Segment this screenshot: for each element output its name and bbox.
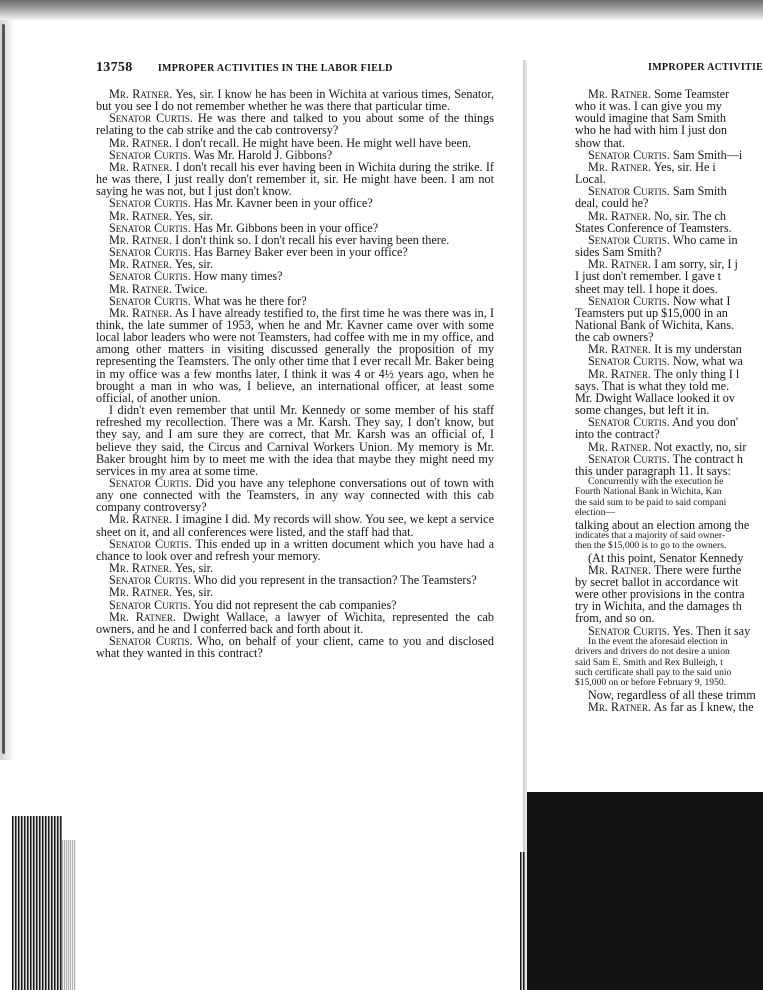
speaker-name: Mr. Ratner. bbox=[588, 439, 652, 454]
speaker-name: Mr. Ratner. bbox=[588, 257, 652, 272]
paragraph-text: Has Barney Baker ever been in your office? bbox=[190, 245, 408, 260]
paragraph-text: Local. bbox=[575, 172, 606, 187]
speaker-name: Senator Curtis. bbox=[109, 536, 192, 551]
paragraph-text: Now what I bbox=[669, 293, 731, 308]
page-stack-edge-middle bbox=[520, 852, 526, 990]
speaker-name: Mr. Ratner. bbox=[588, 88, 652, 101]
scan-top-edge bbox=[0, 0, 763, 20]
speaker-name: Mr. Ratner. bbox=[588, 342, 652, 357]
speaker-name: Mr. Ratner. bbox=[109, 561, 173, 576]
speaker-name: Mr. Ratner. bbox=[109, 305, 173, 320]
paragraph-text: Twice. bbox=[172, 281, 208, 296]
speaker-name: Senator Curtis. bbox=[109, 147, 191, 162]
speaker-name: Senator Curtis. bbox=[109, 634, 193, 649]
paragraph-text: As I have already testified to, the first time he was there was in, I think, the late summer of 1953, when he and Mr. Kavner came over with some local labor leaders who were not Teamsters, had coffee with me in my office, and among other matters in visiting discussed generally the proposition of my representing the Teamsters. The only other time that I ever recall Mr. Baker being in my office was a few months later, I think it was 4 or 4½ years ago, when he brought a man in who was, I believe, an international officer, at least some official, of another union. bbox=[96, 305, 495, 405]
transcript-paragraph bbox=[96, 635, 494, 659]
paragraph-text: deal, could he? bbox=[575, 196, 649, 211]
paragraph-text: He was there and talked to you about some of the things relating to the cab strike and the cab controversy? bbox=[96, 111, 494, 138]
paragraph-text: election— bbox=[575, 507, 615, 519]
paragraph-text: into the contract? bbox=[575, 427, 660, 442]
paragraph-text: I am sorry, sir, I j bbox=[651, 257, 738, 272]
speaker-name: Senator Curtis. bbox=[109, 476, 192, 490]
paragraph-text: Yes, sir. bbox=[172, 208, 214, 223]
paragraph-text: Who came in bbox=[669, 232, 738, 247]
scan-dark-region bbox=[527, 792, 763, 990]
speaker-name: Mr. Ratner. bbox=[109, 87, 173, 101]
paragraph-text: Concurrently with the execution he bbox=[588, 476, 724, 487]
speaker-name: Mr. Ratner. bbox=[109, 232, 173, 247]
page-number: 13758 bbox=[96, 60, 133, 75]
paragraph-text: Now, regardless of all these trimm bbox=[588, 687, 756, 702]
running-title: IMPROPER ACTIVITIES IN THE LABOR FIELD bbox=[157, 63, 393, 74]
running-title-right: IMPROPER ACTIVITIE bbox=[648, 62, 763, 73]
speaker-name: Mr. Ratner. bbox=[109, 281, 173, 296]
paragraph-text: National Bank of Wichita, Kans. bbox=[575, 317, 735, 332]
paragraph-text: States Conference of Teamsters. bbox=[575, 220, 732, 235]
paragraph-text: show that. bbox=[575, 135, 626, 150]
paragraph-text: It is my understan bbox=[651, 342, 742, 357]
paragraph-text: I don't think so. I don't recall his ever having been there. bbox=[172, 232, 450, 247]
transcript-paragraph bbox=[96, 88, 494, 112]
paragraph-text: Yes. Then it say bbox=[669, 623, 751, 638]
paragraph-text: I didn't even remember that until Mr. Kennedy or some member of his staff refreshed my recollection. There was a Mr. Karsh. They say, I don't know, but they say, and I am sure they are correct, that Mr. Karsh was an official of, I believe they said, the Circus and Carnival Workers Union. My memory is Mr. Baker brought him by to meet me with the idea that maybe they might need my services in my area at some time. bbox=[96, 403, 494, 478]
paragraph-text: Yes, sir. I know he has been in Wichita at various times, Senator, but you see I do not remember whether he was there that particular time. bbox=[96, 87, 495, 114]
page-header-right bbox=[648, 62, 763, 73]
scan-left-edge bbox=[0, 20, 14, 760]
speaker-name: Senator Curtis. bbox=[109, 269, 191, 284]
paragraph-text: Sam Smith—i bbox=[669, 147, 743, 162]
speaker-name: Mr. Ratner. bbox=[109, 512, 173, 527]
transcript-paragraph bbox=[96, 513, 494, 537]
speaker-name: Senator Curtis. bbox=[588, 184, 670, 199]
paragraph-text: Now, what wa bbox=[669, 354, 743, 369]
paragraph-text: this under paragraph 11. It says: bbox=[575, 463, 731, 478]
speaker-name: Senator Curtis. bbox=[109, 245, 191, 260]
paragraph-text: Yes, sir. bbox=[172, 257, 214, 272]
speaker-name: Mr. Ratner. bbox=[109, 135, 173, 150]
speaker-name: Mr. Ratner. bbox=[109, 159, 173, 174]
speaker-name: Mr. Ratner. bbox=[588, 562, 652, 577]
paragraph-text: says. That is what they told me. bbox=[575, 378, 730, 393]
paragraph-text: Has Mr. Gibbons been in your office? bbox=[190, 220, 379, 235]
paragraph-text: Who, on behalf of your client, came to you and disclosed what they wanted in this contract? bbox=[96, 634, 494, 661]
paragraph-text: Fourth National Bank in Wichita, Kan bbox=[575, 486, 722, 498]
speaker-name: Senator Curtis. bbox=[109, 220, 191, 235]
paragraph-text: from, and so on. bbox=[575, 611, 655, 626]
paragraph-text: Yes, sir. bbox=[172, 561, 214, 576]
right-text-column bbox=[575, 88, 763, 713]
paragraph-text: some changes, but left it in. bbox=[575, 403, 710, 418]
paragraph-text: The contract h bbox=[669, 451, 744, 466]
speaker-name: Senator Curtis. bbox=[588, 293, 670, 308]
paragraph-text: And you don' bbox=[669, 415, 739, 430]
paragraph-text: who he had with him I just don bbox=[575, 123, 727, 138]
paragraph-text: I don't recall his ever having been in Wichita during the strike. If he was there, I just really don't remember it, sir. He might have been. I am not saying he was not, but I just don't know. bbox=[96, 159, 494, 199]
speaker-name: Senator Curtis. bbox=[588, 232, 670, 247]
speaker-name: Mr. Ratner. bbox=[109, 257, 173, 272]
paragraph-text: I imagine I did. My records will show. You see, we kept a service sheet on it, and all conferences were listed, and the staff had that. bbox=[96, 512, 494, 539]
speaker-name: Senator Curtis. bbox=[588, 623, 670, 638]
transcript-paragraph bbox=[96, 161, 494, 197]
speaker-name: Senator Curtis. bbox=[109, 573, 191, 588]
paragraph-text: Yes, sir. bbox=[172, 585, 214, 600]
paragraph-text: Mr. Dwight Wallace looked it ov bbox=[575, 390, 735, 405]
paragraph-text: No, sir. The ch bbox=[651, 208, 727, 223]
paragraph-text: There were furthe bbox=[651, 562, 742, 577]
paragraph-text: talking about an election among the bbox=[575, 517, 750, 532]
paragraph-text: sheet may tell. I hope it does. bbox=[575, 281, 718, 296]
paragraph-text: would imagine that Sam Smith bbox=[575, 111, 726, 126]
transcript-paragraph bbox=[96, 112, 494, 136]
paragraph-text: Some Teamster bbox=[651, 88, 730, 101]
paragraph-text: What was he there for? bbox=[190, 293, 307, 308]
speaker-name: Senator Curtis. bbox=[588, 147, 670, 162]
speaker-name: Senator Curtis. bbox=[588, 354, 670, 369]
paragraph-text: How many times? bbox=[190, 269, 283, 284]
speaker-name: Senator Curtis. bbox=[588, 415, 670, 430]
paragraph-text: This ended up in a written document which you have had a chance to look over and refresh your memory. bbox=[96, 536, 494, 563]
speaker-name: Senator Curtis. bbox=[109, 111, 193, 126]
paragraph-text: $15,000 on or before February 9, 1950. bbox=[575, 677, 727, 689]
transcript-paragraph bbox=[96, 307, 494, 404]
speaker-name: Senator Curtis. bbox=[109, 597, 191, 612]
speaker-name: Mr. Ratner. bbox=[109, 609, 176, 624]
paragraph-text: Sam Smith bbox=[669, 184, 727, 199]
transcript-paragraph bbox=[96, 538, 494, 562]
speaker-name: Senator Curtis. bbox=[109, 293, 191, 308]
paragraph-text: sides Sam Smith? bbox=[575, 245, 662, 260]
paragraph-text: I don't recall. He might have been. He might well have been. bbox=[172, 135, 472, 150]
paragraph-text: who it was. I can give you my bbox=[575, 99, 722, 114]
speaker-name: Mr. Ratner. bbox=[588, 366, 652, 381]
paragraph-text: were other provisions in the contra bbox=[575, 587, 745, 602]
paragraph-text: the said sum to be paid to said compani bbox=[575, 496, 727, 508]
transcript-paragraph bbox=[96, 611, 494, 635]
paragraph-text: Did you have any telephone conversations out of town with any one connected with the Teamsters, in any way connected with this cab company controversy? bbox=[96, 476, 494, 515]
page-stack-edge-left-light bbox=[62, 840, 76, 990]
paragraph-text: Dwight Wallace, a lawyer of Wichita, represented the cab owners, and he and I conferred back and forth about it. bbox=[96, 609, 494, 636]
paragraph-text: Yes, sir. He i bbox=[651, 159, 716, 174]
page-stack-edge-left bbox=[12, 816, 62, 990]
speaker-name: Mr. Ratner. bbox=[588, 699, 652, 714]
speaker-name: Senator Curtis. bbox=[588, 451, 670, 466]
paragraph-text: Was Mr. Harold J. Gibbons? bbox=[190, 147, 333, 162]
speaker-name: Mr. Ratner. bbox=[588, 159, 652, 174]
paragraph-text: Teamsters put up $15,000 in an bbox=[575, 305, 728, 320]
paragraph-text: try in Wichita, and the damages th bbox=[575, 599, 742, 614]
paragraph-text: (At this point, Senator Kennedy bbox=[588, 550, 744, 565]
paragraph-text: Not exactly, no, sir bbox=[651, 439, 747, 454]
speaker-name: Mr. Ratner. bbox=[109, 208, 173, 223]
paragraph-text: the cab owners? bbox=[575, 330, 654, 345]
paragraph-text: then the $15,000 is to go to the owners. bbox=[575, 540, 727, 552]
paragraph-text: The only thing I l bbox=[651, 366, 740, 381]
transcript-paragraph bbox=[575, 701, 763, 713]
paragraph-text: said Sam E. Smith and Rex Bulleigh, t bbox=[575, 656, 723, 668]
paragraph-text: Who did you represent in the transaction? The Teamsters? bbox=[190, 573, 477, 588]
speaker-name: Senator Curtis. bbox=[109, 196, 191, 211]
paragraph-text: In the event the aforesaid election in bbox=[588, 635, 728, 647]
paragraph-text: Has Mr. Kavner been in your office? bbox=[190, 196, 373, 211]
page-header-left bbox=[96, 60, 516, 76]
paragraph-text: by secret ballot in accordance wit bbox=[575, 574, 739, 589]
left-text-column bbox=[96, 88, 494, 659]
paragraph-text: As far as I knew, the bbox=[651, 699, 754, 714]
speaker-name: Mr. Ratner. bbox=[588, 208, 652, 223]
paragraph-text: indicates that a majority of said owner- bbox=[575, 529, 726, 541]
paragraph-text: You did not represent the cab companies? bbox=[190, 597, 397, 612]
speaker-name: Mr. Ratner. bbox=[109, 585, 173, 600]
transcript-paragraph bbox=[96, 477, 494, 513]
paragraph-text: such certificate shall pay to the said unio bbox=[575, 666, 732, 678]
transcript-paragraph bbox=[96, 404, 494, 477]
paragraph-text: I just don't remember. I gave t bbox=[575, 269, 722, 284]
paragraph-text: drivers and drivers do not desire a union bbox=[575, 646, 730, 658]
